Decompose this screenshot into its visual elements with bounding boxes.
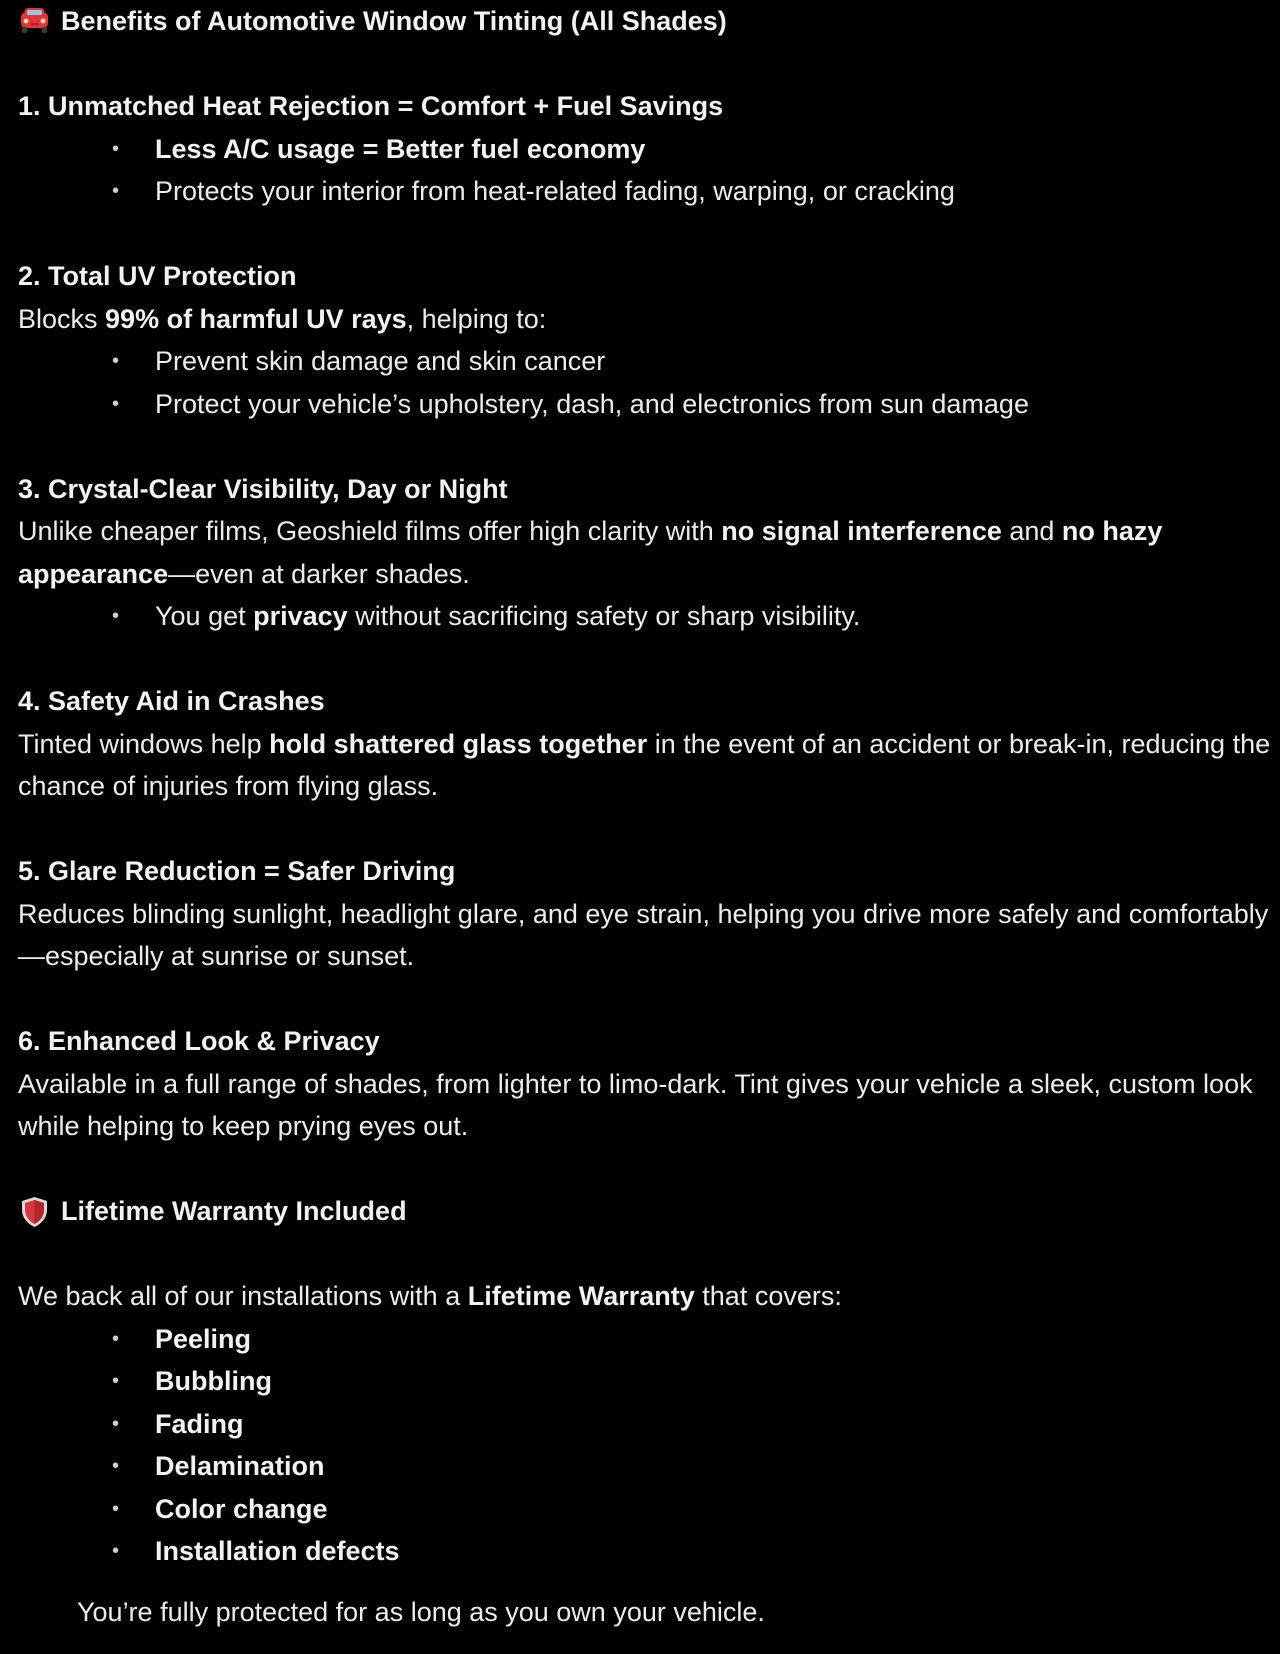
list-item: • You get privacy without sacrificing safety or sharp visibility. <box>112 601 861 631</box>
list-item: • Less A/C usage = Better fuel economy <box>112 133 646 164</box>
section-1-heading: 1. Unmatched Heat Rejection = Comfort + Fuel Savings <box>18 91 724 121</box>
warranty-intro: We back all of our installations with a Lifetime Warranty that covers: <box>18 1281 842 1311</box>
section-1-list <box>18 128 1280 213</box>
list-item: • Protects your interior from heat-related fading, warping, or cracking <box>112 176 955 206</box>
section-5-heading: 5. Glare Reduction = Safer Driving <box>18 856 456 886</box>
section-2-intro: Blocks 99% of harmful UV rays, helping to: <box>18 303 547 334</box>
list-item: • Fading <box>112 1408 244 1439</box>
warranty-list <box>18 1318 1280 1573</box>
list-item: • Prevent skin damage and skin cancer <box>112 346 606 376</box>
warranty-heading-row <box>18 1190 1280 1233</box>
list-item: • Peeling <box>112 1323 252 1354</box>
section-3-text: Unlike cheaper films, Geoshield films offer high clarity with no signal interference and no hazy appearance—even at darker shades. <box>18 516 1163 589</box>
section-3-list <box>18 595 1280 638</box>
list-item: • Bubbling <box>112 1366 272 1396</box>
warranty-heading: Lifetime Warranty Included <box>61 1196 407 1226</box>
shield-icon <box>18 1196 51 1226</box>
section-6-text: Available in a full range of shades, from lighter to limo-dark. Tint gives your vehicle a sleek, custom look while helping to keep prying eyes out. <box>18 1068 1253 1141</box>
list-item: • Color change <box>112 1493 328 1524</box>
section-5-text: Reduces blinding sunlight, headlight glare, and eye strain, helping you drive more safely and comfortably—especially at sunrise or sunset. <box>18 898 1269 971</box>
section-2-list <box>18 340 1280 425</box>
section-4-text: Tinted windows help hold shattered glass together in the event of an accident or break-in, reducing the chance of injuries from flying glass. <box>18 728 1271 801</box>
page-title: Benefits of Automotive Window Tinting (All Shades) <box>61 6 727 36</box>
list-item: • Delamination <box>112 1451 325 1481</box>
section-2-heading: 2. Total UV Protection <box>18 261 297 291</box>
car-icon <box>18 6 51 36</box>
document-title <box>18 0 1280 43</box>
warranty-closing: You’re fully protected for as long as you own your vehicle. <box>77 1596 765 1627</box>
section-4-heading: 4. Safety Aid in Crashes <box>18 686 325 716</box>
section-3-heading: 3. Crystal-Clear Visibility, Day or Night <box>18 473 508 504</box>
list-item: • Protect your vehicle’s upholstery, dash, and electronics from sun damage <box>112 388 1029 419</box>
section-6-heading: 6. Enhanced Look & Privacy <box>18 1026 380 1056</box>
list-item: • Installation defects <box>112 1536 400 1566</box>
